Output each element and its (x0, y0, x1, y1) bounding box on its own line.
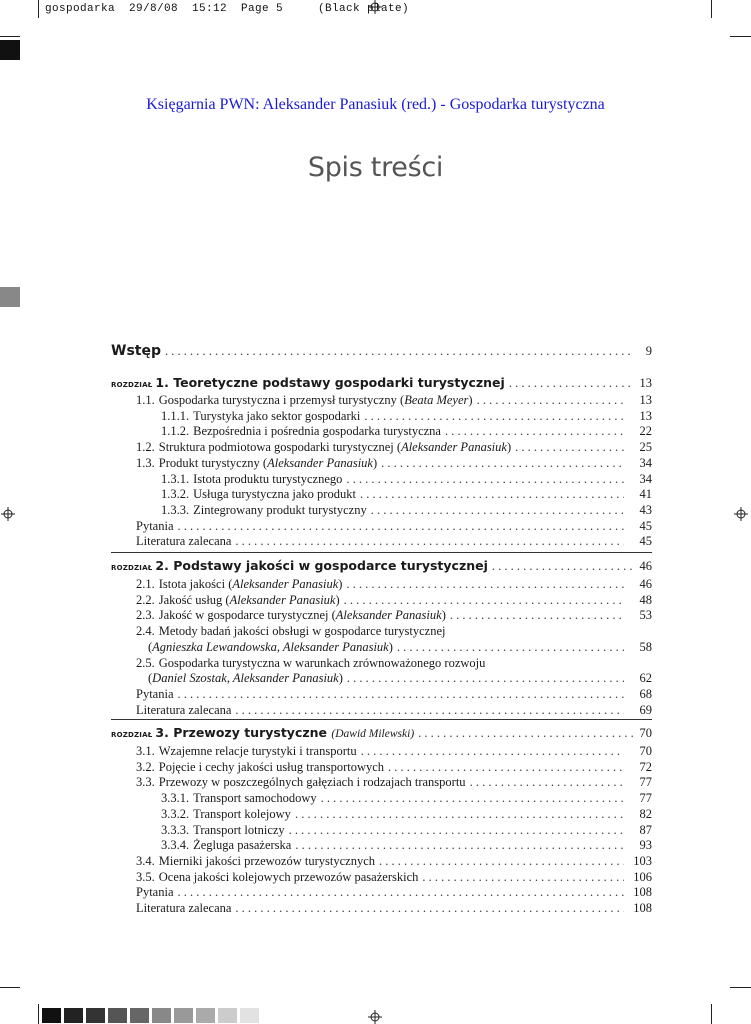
toc-entry-text: Żegluga pasażerska (193, 838, 292, 853)
toc-page-number: 77 (639, 791, 652, 806)
toc-page-number: 9 (645, 344, 652, 358)
toc-section-number: 3.3.1. (161, 791, 190, 806)
toc-entry-title (193, 487, 356, 502)
toc-page-number: 72 (639, 759, 652, 774)
leader-dots (450, 608, 624, 623)
print-slug: gospodarka 29/8/08 15:12 Page 5 (Black plate) (45, 3, 410, 15)
toc-entry-text: Jakość w gospodarce turystycznej (158, 608, 329, 623)
toc-entry[interactable] (111, 870, 652, 885)
toc-entry-text: Pytania (136, 518, 174, 533)
leader-dots (445, 424, 624, 439)
toc-entry-title (159, 608, 446, 623)
crop-mark (38, 0, 39, 18)
toc-page-number: 82 (639, 806, 652, 821)
toc-entry[interactable] (111, 487, 652, 502)
crop-mark (0, 36, 20, 37)
gray-registration-block (0, 287, 20, 307)
toc-entry[interactable] (111, 656, 652, 671)
toc-entry-text: Jakość usług (158, 592, 223, 607)
chapter-title: 3. Przewozy turystyczne (Dawid Milewski) (155, 725, 415, 740)
toc-page-number: 34 (639, 455, 652, 470)
chapter-author: (Dawid Milewski) (331, 728, 415, 740)
toc-page-number: 48 (639, 592, 652, 607)
crop-mark (730, 36, 751, 37)
toc-entry-text: Literatura zalecana (136, 901, 232, 915)
toc-entry-author: (Aleksander Panasiuk) (328, 608, 446, 623)
chapter-divider (111, 552, 652, 553)
toc-section-number: 1.3.3. (161, 502, 190, 517)
toc-entry[interactable] (111, 393, 652, 408)
toc-entry-title (136, 687, 174, 702)
toc-section-number: 1.3.2. (161, 487, 190, 502)
toc-entry-title (159, 593, 340, 608)
toc-entry[interactable] (111, 593, 652, 608)
toc-entry[interactable] (111, 901, 652, 916)
toc-section-number: 3.2. (136, 759, 155, 774)
toc-page-number: 46 (639, 559, 652, 573)
toc-entry[interactable] (111, 424, 652, 439)
leader-dots (178, 885, 625, 900)
toc-entry-text: Bezpośrednia i pośrednia gospodarka turystyczna (193, 424, 441, 439)
toc-entry-text: Zintegrowany produkt turystyczny (193, 502, 367, 517)
toc-page-number: 103 (633, 853, 652, 868)
author-name: Aleksander Panasiuk (335, 608, 442, 623)
toc-entry-text: Turystyka jako sektor gospodarki (193, 408, 361, 423)
leader-dots (360, 487, 624, 502)
toc-entry-author: (Beata Meyer) (396, 393, 473, 407)
leader-dots (470, 775, 624, 790)
crop-mark (711, 0, 712, 18)
author-name: Daniel Szostak, Aleksander Panasiuk (152, 671, 339, 686)
leader-dots (165, 344, 634, 359)
toc-entry[interactable] (111, 608, 652, 623)
leader-dots (515, 440, 624, 455)
toc-entry-text: Metody badań jakości obsługi w gospodarce turystycznej (158, 624, 446, 639)
toc-page-number: 58 (639, 639, 652, 654)
toc-entry[interactable] (111, 440, 652, 455)
toc-page-number: 45 (639, 534, 652, 549)
toc-entry-text: Istota produktu turystycznego (193, 471, 343, 486)
leader-dots (379, 854, 624, 869)
leader-dots (321, 791, 624, 806)
leader-dots (388, 760, 624, 775)
toc-entry-text: Przewozy w poszczególnych gałęziach i rodzajach transportu (158, 775, 466, 790)
toc-entry-title (159, 577, 343, 592)
chapter-prefix: ROZDZIAŁ (111, 381, 153, 389)
toc-page-number: 13 (639, 408, 652, 423)
chapter-title: 2. Podstawy jakości w gospodarce turystycznej (155, 558, 488, 573)
registration-crosshair-icon (368, 0, 382, 14)
toc-page-number: 53 (639, 608, 652, 623)
toc-entry[interactable] (111, 409, 652, 424)
toc-entry-continuation (111, 640, 652, 655)
toc-section-number: 3.3.4. (161, 838, 190, 853)
toc-entry-title (159, 456, 377, 471)
leader-dots (295, 807, 624, 822)
toc-entry-text: Pytania (136, 686, 174, 701)
toc-entry-title: Wstęp (111, 343, 161, 359)
toc-entry[interactable] (111, 534, 652, 549)
leader-dots (289, 823, 624, 838)
toc-page-number: 41 (639, 487, 652, 502)
toc-section-number: 2.3. (136, 608, 155, 623)
toc-page-number: 34 (639, 471, 652, 486)
chapter-prefix: ROZDZIAŁ (111, 564, 153, 572)
toc-page-number: 43 (639, 502, 652, 517)
chapter-title: 1. Teoretyczne podstawy gospodarki turystycznej (155, 375, 505, 390)
toc-section-number: 1.1. (136, 393, 155, 407)
author-name: Aleksander Panasiuk (401, 440, 507, 455)
toc-entry[interactable] (111, 807, 652, 822)
black-registration-block (0, 40, 20, 60)
leader-dots (178, 519, 625, 534)
leader-dots (371, 503, 624, 518)
leader-dots (295, 838, 624, 853)
toc-entry-title (159, 760, 384, 775)
toc-entry-text: Pytania (136, 885, 174, 900)
toc-entry-continuation (111, 671, 652, 686)
registration-crosshair-icon (368, 1010, 382, 1024)
toc-entry-author: (Daniel Szostak, Aleksander Panasiuk) (148, 671, 343, 686)
leader-dots (509, 376, 634, 391)
toc-page-number: 13 (639, 393, 652, 407)
toc-entry-title (159, 624, 446, 639)
toc-entry-title (193, 409, 360, 424)
toc-entry[interactable] (111, 885, 652, 900)
toc-entry-title (136, 901, 231, 916)
author-name: Aleksander Panasiuk (229, 592, 336, 607)
toc-page-number: 70 (639, 726, 652, 740)
chapter-divider (111, 719, 652, 720)
toc-entry[interactable] (111, 791, 652, 806)
leader-dots (381, 456, 624, 471)
toc-entry-text: Gospodarka turystyczna i przemysł turystyczny (158, 393, 397, 407)
toc-page-number: 87 (639, 822, 652, 837)
toc-page-number: 25 (639, 440, 652, 455)
toc-entry-title (159, 854, 375, 869)
leader-dots (346, 472, 624, 487)
toc-entry-title (159, 744, 357, 759)
toc-page-number: 62 (639, 671, 652, 686)
toc-section-number: 1.3. (136, 455, 155, 470)
leader-dots (364, 409, 624, 424)
leader-dots (397, 640, 624, 655)
toc-page-number: 45 (639, 518, 652, 533)
toc-entry-title (159, 393, 473, 408)
crop-mark (711, 1004, 712, 1024)
toc-entry[interactable] (111, 775, 652, 790)
toc-page-number: 106 (633, 869, 652, 884)
toc-section-number: 3.3.3. (161, 822, 190, 837)
leader-dots (477, 393, 624, 408)
toc-entry-text: Wzajemne relacje turystyki i transportu (158, 744, 357, 758)
leader-dots (178, 687, 625, 702)
toc-entry-title (193, 823, 285, 838)
toc-entry-wstep[interactable] (111, 344, 652, 359)
toc-entry-text: Pojęcie i cechy jakości usług transportowych (158, 759, 385, 774)
toc-section-number: 2.5. (136, 655, 155, 670)
toc-chapter-3[interactable] (111, 725, 652, 743)
page-title: Spis treści (307, 152, 444, 183)
toc-entry-title (159, 870, 419, 885)
registration-crosshair-icon (734, 507, 748, 521)
toc-section-number: 3.3.2. (161, 806, 190, 821)
toc-section-number: 1.1.2. (161, 424, 190, 439)
toc-entry-title (136, 885, 174, 900)
crop-mark (38, 1004, 39, 1024)
leader-dots (361, 744, 624, 759)
toc-entry-text: Transport samochodowy (193, 791, 317, 806)
toc-entry-text: Transport lotniczy (193, 822, 285, 837)
author-name: Beata Meyer (404, 393, 469, 407)
toc-page-number: 108 (633, 885, 652, 900)
toc-entry-author: (Agnieszka Lewandowska, Aleksander Panasiuk) (148, 639, 393, 654)
toc-entry-text: Literatura zalecana (136, 534, 232, 549)
toc-entry[interactable] (111, 577, 652, 592)
toc-entry[interactable] (111, 519, 652, 534)
toc-entry-title (193, 807, 291, 822)
leader-dots (235, 901, 624, 916)
toc-entry-title (159, 775, 466, 790)
toc-page-number: 77 (639, 775, 652, 790)
toc-entry-text: Produkt turystyczny (158, 455, 260, 470)
toc-chapter-1[interactable] (111, 375, 652, 393)
leader-dots (346, 577, 624, 592)
toc-section-number: 1.2. (136, 440, 155, 455)
crop-mark (0, 987, 20, 988)
toc-entry-title (193, 424, 441, 439)
toc-page-number: 70 (639, 744, 652, 758)
leader-dots (235, 534, 624, 549)
leader-dots (347, 671, 624, 686)
toc-page-number: 46 (639, 577, 652, 591)
toc-section-number: 2.1. (136, 577, 155, 591)
toc-entry-author: (Aleksander Panasiuk) (225, 577, 343, 591)
toc-entry[interactable] (111, 760, 652, 775)
registration-crosshair-icon (1, 507, 15, 521)
color-calibration-bar (42, 1008, 259, 1023)
toc-entry-title (159, 440, 511, 455)
toc-entry[interactable] (111, 687, 652, 702)
toc-entry-text: Literatura zalecana (136, 702, 232, 717)
toc-entry[interactable] (111, 744, 652, 759)
leader-dots (418, 726, 634, 741)
toc-entry-title (193, 838, 291, 853)
toc-chapter-2[interactable] (111, 558, 652, 576)
toc-entry-title (136, 703, 231, 718)
toc-section-number: 3.1. (136, 744, 155, 758)
toc-entry[interactable] (111, 624, 652, 639)
toc-entry-text: Ocena jakości kolejowych przewozów pasażerskich (158, 869, 419, 884)
page-header-link[interactable]: Księgarnia PWN: Aleksander Panasiuk (red.) - Gospodarka turystyczna (146, 96, 605, 113)
toc-page-number: 68 (639, 686, 652, 701)
toc-entry-title (193, 503, 367, 518)
toc-section-number: 2.2. (136, 592, 155, 607)
toc-page-number: 108 (633, 901, 652, 915)
author-name: Aleksander Panasiuk (232, 577, 339, 591)
toc-section-number: 3.3. (136, 775, 155, 790)
toc-entry[interactable] (111, 823, 652, 838)
author-name: Aleksander Panasiuk (267, 455, 373, 470)
toc-entry[interactable] (111, 472, 652, 487)
toc-entry-title (136, 534, 231, 549)
leader-dots (235, 703, 624, 718)
toc-entry-text: Istota jakości (158, 577, 226, 591)
toc-page-number: 13 (639, 376, 652, 390)
author-name: Agnieszka Lewandowska, Aleksander Panasiuk (152, 639, 389, 654)
toc-entry[interactable] (111, 838, 652, 853)
toc-section-number: 3.4. (136, 853, 155, 868)
toc-entry-title (136, 519, 174, 534)
toc-entry[interactable] (111, 703, 652, 718)
toc-entry-text: Transport kolejowy (193, 806, 291, 821)
toc-entry[interactable] (111, 854, 652, 869)
toc-entry-title (159, 656, 486, 671)
crop-mark (730, 987, 751, 988)
toc-entry-text: Usługa turystyczna jako produkt (193, 487, 356, 502)
leader-dots (422, 870, 624, 885)
toc-page-number: 69 (639, 702, 652, 717)
toc-entry-text: Gospodarka turystyczna w warunkach zrównoważonego rozwoju (158, 655, 486, 670)
toc-entry[interactable] (111, 503, 652, 518)
toc-section-number: 2.4. (136, 624, 155, 639)
toc-entry-author: (Aleksander Panasiuk) (259, 455, 378, 470)
toc-entry-text: Struktura podmiotowa gospodarki turystycznej (158, 440, 394, 455)
toc-entry-author: (Aleksander Panasiuk) (222, 592, 340, 607)
toc-page-number: 93 (639, 838, 652, 853)
toc-entry[interactable] (111, 456, 652, 471)
toc-section-number: 3.5. (136, 869, 155, 884)
toc-section-number: 1.3.1. (161, 471, 190, 486)
leader-dots (492, 559, 634, 574)
toc-entry-title (193, 472, 342, 487)
chapter-prefix: ROZDZIAŁ (111, 731, 153, 739)
leader-dots (344, 593, 624, 608)
toc-entry-author: (Aleksander Panasiuk) (393, 440, 512, 455)
toc-section-number: 1.1.1. (161, 408, 190, 423)
toc-entry-text: Mierniki jakości przewozów turystycznych (158, 853, 376, 868)
toc-entry-title (193, 791, 317, 806)
toc-page-number: 22 (639, 424, 652, 439)
